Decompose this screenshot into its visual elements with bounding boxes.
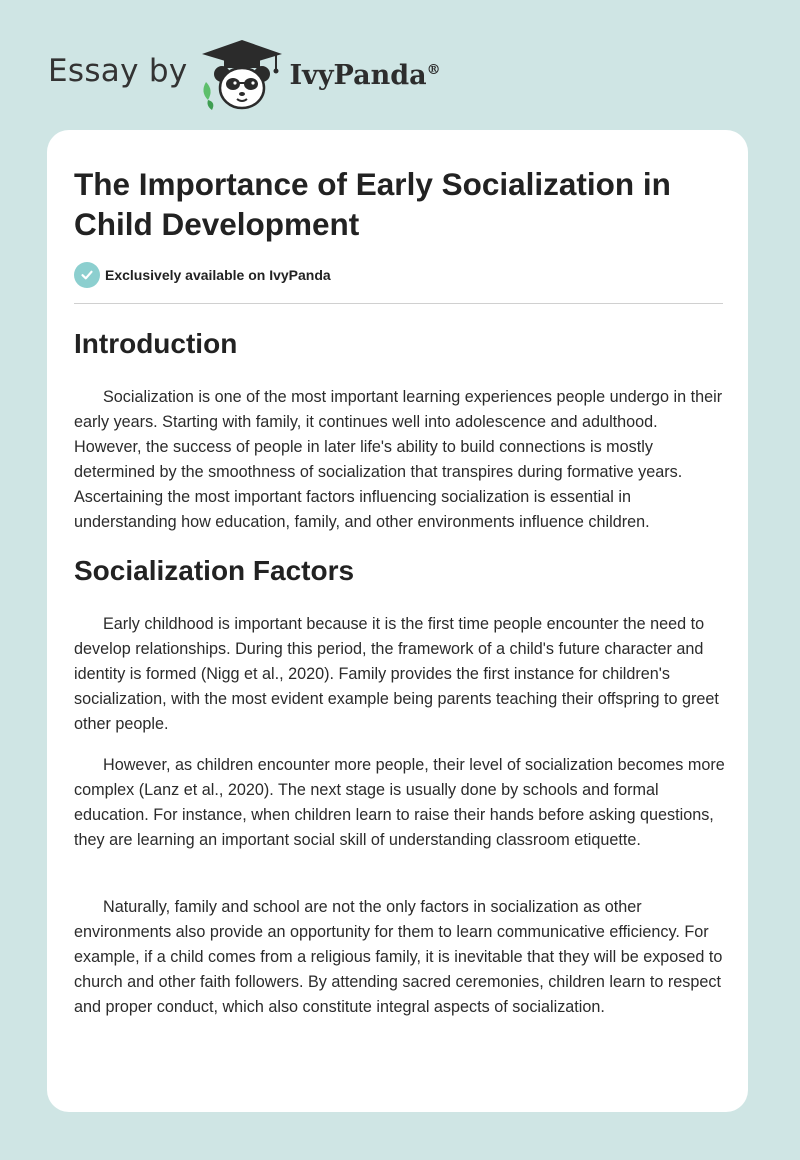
badge-label: Exclusively available on IvyPanda [105, 267, 331, 283]
factors-paragraph-2: However, as children encounter more people, their level of socialization becomes more complex (Lanz et al., 2020). The next stage is usually done by schools and formal education. For instance, when children learn to raise their hands before asking questions, they are learning an important social skill of understanding classroom etiquette. [74, 756, 725, 849]
section-heading-socialization-factors: Socialization Factors [74, 555, 355, 586]
title-divider [74, 303, 723, 304]
intro-paragraph: Socialization is one of the most important learning experiences people undergo in their early years. Starting with family, it continues well into adolescence and adulthood. However, the success of people in later life's ability to build connections is mostly determined by the smoothness of socialization that transpires during formative years. Ascertaining the most important factors influencing socialization is essential in understanding how education, family, and other environments influence children. [74, 388, 723, 531]
checkmark-icon [74, 262, 100, 288]
section-heading-introduction: Introduction [74, 328, 238, 359]
panda-logo-icon[interactable] [198, 36, 286, 112]
brand-text: IvyPanda [289, 59, 427, 91]
site-header [48, 34, 441, 114]
essay-title: The Importance of Early Socialization in Child Development [74, 166, 671, 242]
brand-name[interactable] [290, 60, 441, 91]
factors-paragraph-1: Early childhood is important because it is the first time people encounter the need to develop relationships. During this period, the framework of a child's future character and identity is formed (Nigg et al., 2020). Family provides the first instance for children's socialization, with the most evident example being parents teaching their offspring to greet other people. [74, 615, 719, 733]
factors-paragraph-3: Naturally, family and school are not the only factors in socialization as other environments also provide an opportunity for them to learn communicative efficiency. For example, if a child comes from a religious family, it is inevitable that they will be exposed to church and other faith followers. By attending sacred ceremonies, children learn to respect and proper conduct, which also constitute integral aspects of socialization. [74, 898, 723, 1016]
essay-by-label: Essay by [48, 53, 188, 89]
exclusive-badge [74, 262, 331, 288]
registered-mark: ® [426, 61, 441, 78]
essay-card [47, 130, 748, 1112]
